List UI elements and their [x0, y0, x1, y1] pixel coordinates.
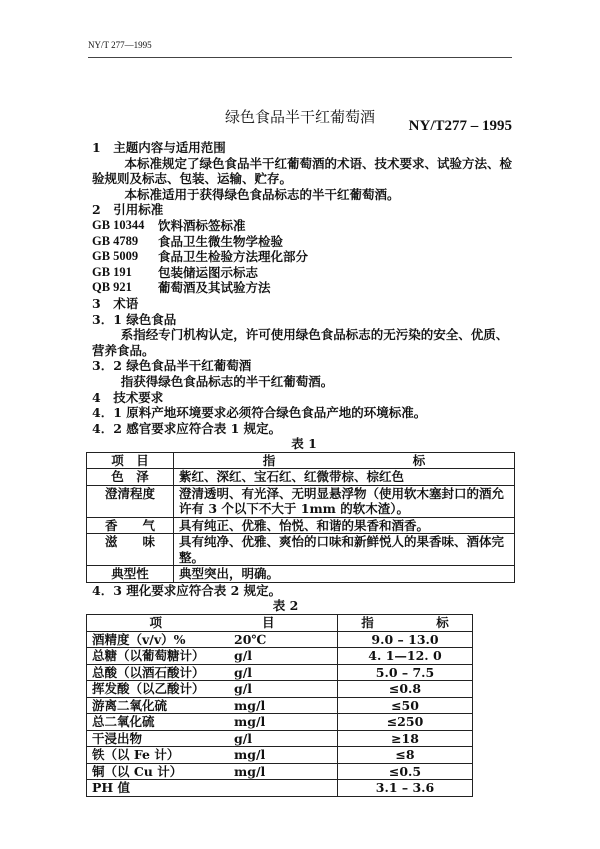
table-row: [87, 747, 473, 764]
reference-list: [92, 218, 516, 296]
item-cell: 色 泽: [87, 469, 174, 486]
item-cell: [87, 681, 338, 698]
section-heading: 4 技术要求: [92, 389, 164, 405]
table-row: [87, 534, 515, 566]
table-row: [87, 485, 515, 517]
value-cell: ≤50: [338, 697, 473, 714]
table-row: [87, 469, 515, 486]
item-name: 干浸出物: [92, 730, 143, 746]
item-cell: [87, 631, 338, 648]
item-cell: [87, 763, 338, 780]
subsection-heading: 4．3 理化要求应符合表 2 规定。: [92, 582, 282, 598]
item-name: 铜（以 Cu 计）: [92, 763, 183, 779]
requirement-cell: 紫红、深红、宝石红、红微带棕、棕红色: [174, 469, 515, 486]
paragraph: 系指经专门机构认定，许可使用绿色食品标志的无污染的安全、优质、营养食品。: [92, 327, 509, 358]
reference-item: [92, 280, 516, 296]
section-heading: 1 主题内容与适用范围: [92, 140, 226, 155]
unit: mg/l: [234, 714, 266, 730]
table-row: [87, 566, 515, 583]
table-row: [87, 714, 473, 731]
unit: g/l: [234, 730, 253, 746]
item-cell: [87, 780, 338, 797]
table-row: [87, 780, 473, 797]
item-name: 总糖（以葡萄糖计）: [92, 648, 205, 664]
value-cell: ≤0.5: [338, 763, 473, 780]
item-name: 游离二氧化硫: [92, 697, 168, 713]
subsection-heading: 4．2 感官要求应符合表 1 规定。: [92, 420, 282, 436]
paragraph: 本标准规定了绿色食品半干红葡萄酒的术语、技术要求、试验方法、检验规则及标志、包装、运输、贮存。: [92, 155, 513, 187]
table-row: [87, 664, 473, 681]
table-row: [87, 697, 473, 714]
item-name: 铁（以 Fe 计）: [92, 747, 180, 763]
table-physicochemical: [86, 614, 473, 797]
table-row: [87, 763, 473, 780]
unit: mg/l: [234, 763, 266, 779]
table-row: [87, 648, 473, 665]
requirement-cell: 具有纯正、优雅、怡悦、和谐的果香和酒香。: [174, 517, 515, 534]
unit: mg/l: [234, 747, 266, 763]
reference-title: 食品卫生微生物学检验: [158, 233, 284, 249]
reference-item: [92, 234, 516, 250]
value-cell: ≤0.8: [338, 681, 473, 698]
table-row: [87, 631, 473, 648]
item-name: 总酸（以酒石酸计）: [92, 664, 205, 680]
unit: g/l: [234, 648, 253, 664]
item-cell: [87, 730, 338, 747]
value-cell: ≥18: [338, 730, 473, 747]
value-cell: 3.1 – 3.6: [338, 780, 473, 797]
subsection-heading: 4．1 原料产地环境要求必须符合绿色食品产地的环境标准。: [92, 405, 427, 421]
column-header: 项 目: [87, 615, 338, 632]
requirement-cell: 典型突出，明确。: [174, 566, 515, 583]
reference-code: QB 921: [92, 280, 132, 295]
item-cell: [87, 747, 338, 764]
value-cell: 9.0 – 13.0: [338, 631, 473, 648]
document-body: [92, 140, 516, 797]
table-row: [87, 517, 515, 534]
paragraph: 指获得绿色食品标志的半干红葡萄酒。: [120, 373, 334, 389]
item-cell: 滋 味: [87, 534, 174, 566]
table-sensory: [86, 452, 515, 583]
item-cell: [87, 648, 338, 665]
reference-code: GB 4789: [92, 233, 139, 248]
value-cell: 5.0 – 7.5: [338, 664, 473, 681]
requirement-cell: 具有纯净、优雅、爽怡的口味和新鲜悦人的果香味、酒体完整。: [174, 534, 515, 566]
reference-title: 包装储运图示标志: [158, 264, 259, 280]
reference-item: [92, 265, 516, 281]
item-cell: [87, 664, 338, 681]
column-header: 项 目: [87, 452, 174, 469]
column-header: 指 标: [174, 452, 515, 469]
table-row: [87, 730, 473, 747]
unit: 20℃: [234, 631, 267, 647]
item-cell: 典型性: [87, 566, 174, 583]
item-cell: [87, 714, 338, 731]
value-cell: ≤250: [338, 714, 473, 731]
item-name: PH 值: [92, 780, 131, 796]
document-title: 绿色食品半干红葡萄酒: [224, 108, 375, 126]
paragraph: 本标准适用于获得绿色食品标志的半干红葡萄酒。: [124, 186, 400, 202]
unit: mg/l: [234, 697, 266, 713]
reference-title: 食品卫生检验方法理化部分: [158, 249, 309, 265]
subsection-heading: 3．2 绿色食品半干红葡萄酒: [92, 358, 252, 374]
column-header: 指 标: [338, 615, 473, 632]
running-header: NY/T 277—1995: [88, 40, 152, 50]
item-name: 酒精度（v/v）%: [92, 631, 186, 647]
reference-code: GB 5009: [92, 249, 139, 264]
item-cell: 澄清程度: [87, 485, 174, 517]
item-name: 挥发酸（以乙酸计）: [92, 681, 205, 697]
item-name: 总二氧化硫: [92, 714, 155, 730]
section-heading: 3 术语: [92, 295, 139, 311]
value-cell: ≤8: [338, 747, 473, 764]
section-heading: 2 引用标准: [92, 202, 164, 218]
reference-item: [92, 218, 516, 234]
standard-code: NY/T277 – 1995: [408, 118, 512, 134]
subsection-heading: 3．1 绿色食品: [92, 311, 177, 327]
item-cell: 香 气: [87, 517, 174, 534]
table-row: [87, 681, 473, 698]
unit: g/l: [234, 664, 253, 680]
value-cell: 4. 1—12. 0: [338, 648, 473, 665]
item-cell: [87, 697, 338, 714]
table-caption: 表 1: [291, 436, 317, 452]
header-divider: [88, 57, 512, 58]
table-caption: 表 2: [272, 598, 299, 614]
reference-code: GB 10344: [92, 217, 145, 232]
reference-code: GB 191: [92, 264, 132, 279]
unit: g/l: [234, 681, 253, 697]
requirement-cell: 澄清透明、有光泽、无明显悬浮物（使用软木塞封口的酒允许有 3 个以下不大于 1mm 的软木渣）。: [174, 485, 515, 517]
reference-title: 葡萄酒及其试验方法: [158, 280, 271, 296]
reference-item: [92, 249, 516, 265]
reference-title: 饮料酒标签标准: [158, 217, 246, 233]
